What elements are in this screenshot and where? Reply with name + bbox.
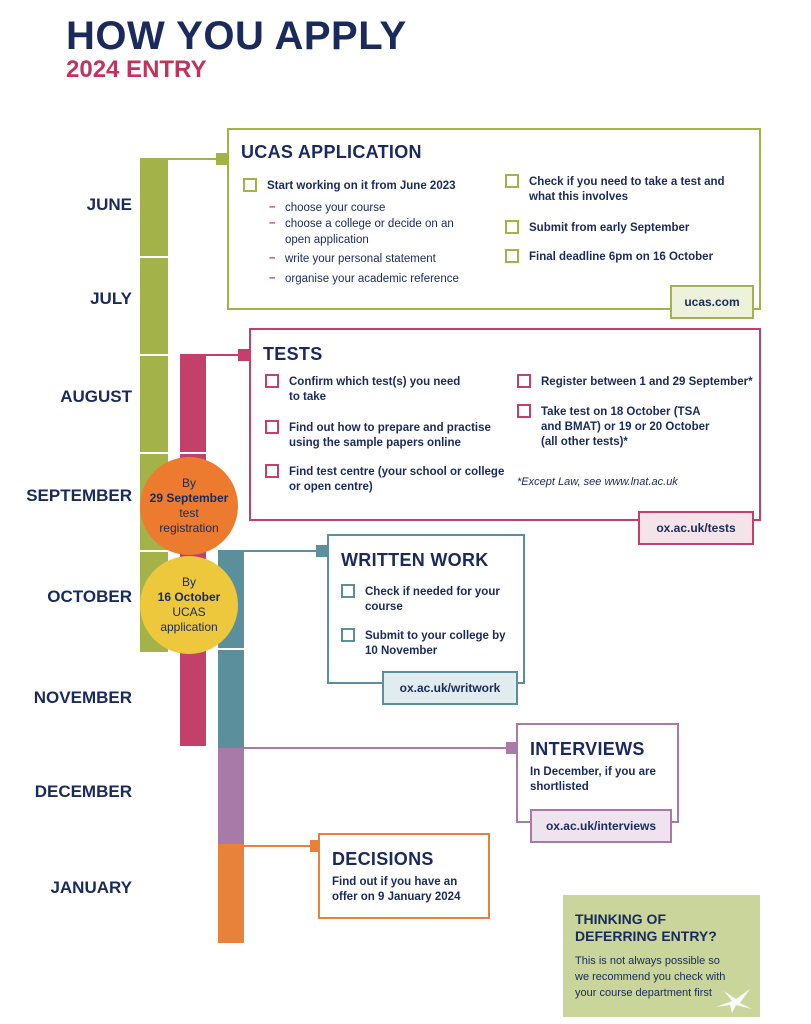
interviews-text <box>530 765 656 795</box>
written-work-link[interactable]: ox.ac.uk/writwork <box>382 671 518 705</box>
decisions-box-title: DECISIONS <box>332 849 434 869</box>
month-label-november: NOVEMBER <box>33 688 132 707</box>
item-bold: September <box>629 222 690 234</box>
item-line: Find out how to prepare and practise <box>289 422 491 434</box>
item-line: Check if needed for your <box>365 586 500 598</box>
checkbox-icon <box>517 374 531 388</box>
interviews-box-title: INTERVIEWS <box>530 739 645 759</box>
tests-left-item <box>289 375 460 405</box>
dash-bullet: – <box>269 201 276 213</box>
ucas-connector <box>168 158 220 160</box>
ucas-start-item <box>267 179 456 194</box>
item-line: offer on 9 January 2024 <box>332 891 461 903</box>
month-label-july: JULY <box>90 289 132 308</box>
checkbox-icon <box>505 249 519 263</box>
tick <box>140 256 168 258</box>
tests-note: *Except Law, see www.lnat.ac.uk <box>517 476 678 488</box>
deferring-entry-callout <box>563 895 760 1017</box>
month-label-september: SEPTEMBER <box>26 486 132 505</box>
ucas-right-item <box>529 175 725 205</box>
interviews-timeline-bar <box>218 748 244 844</box>
tests-box-title: TESTS <box>263 344 323 364</box>
ucas-deadline-circle <box>140 556 238 654</box>
ucas-subitem: choose a college or decide on an <box>285 218 454 230</box>
tests-left-item <box>289 465 504 495</box>
circle-text: registration <box>159 521 219 535</box>
ucas-start-prefix: Start working on it from <box>267 180 400 192</box>
checkbox-icon <box>341 628 355 642</box>
item-line: Take test on 18 October (TSA <box>541 406 701 418</box>
item-line: Submit to your college by <box>365 630 506 642</box>
item-line: or open centre) <box>289 481 373 493</box>
ucas-right-item: Final deadline 6pm on 16 October <box>529 251 714 263</box>
item-line: 10 November <box>365 645 438 657</box>
dash-bullet: – <box>269 272 276 284</box>
checkbox-icon <box>265 420 279 434</box>
item-line: course <box>365 601 403 613</box>
checkbox-icon <box>265 374 279 388</box>
month-label-october: OCTOBER <box>47 587 132 606</box>
ucas-start-date: June 2023 <box>399 180 456 192</box>
tick <box>140 452 168 454</box>
ucas-subitem: choose your course <box>285 202 386 214</box>
checkbox-icon <box>505 220 519 234</box>
ucas-subitem: open application <box>285 234 369 246</box>
ucas-application-box <box>227 128 761 310</box>
checkbox-icon <box>265 464 279 478</box>
circle-date: 29 September <box>149 491 229 505</box>
tests-box <box>249 328 761 521</box>
item-line: using the sample papers online <box>289 437 461 449</box>
month-label-august: AUGUST <box>60 387 132 406</box>
defer-title <box>575 911 755 945</box>
item-line: Check if you need to take a test and <box>529 176 725 188</box>
written-box-title: WRITTEN WORK <box>341 550 489 570</box>
written-connector <box>218 550 320 552</box>
item-line: Submit from early <box>529 222 630 234</box>
decisions-timeline-bar <box>218 844 244 943</box>
dash-bullet: – <box>269 217 276 229</box>
dash-bullet: – <box>269 252 276 264</box>
interviews-connector <box>244 747 510 749</box>
checkbox-icon <box>243 178 257 192</box>
item-line: to take <box>289 391 327 403</box>
written-item <box>365 629 506 659</box>
interviews-link[interactable]: ox.ac.uk/interviews <box>530 809 672 843</box>
item-line: Confirm which test(s) you need <box>289 376 461 388</box>
circle-text: By <box>181 476 196 490</box>
ucas-right-item <box>529 221 689 236</box>
circle-text: test <box>179 506 199 520</box>
ucas-subitem: organise your academic reference <box>285 273 459 285</box>
defer-title-line: DEFERRING ENTRY? <box>575 928 717 944</box>
circle-text: application <box>160 620 218 634</box>
circle-text: By <box>181 575 196 589</box>
ucas-subitem: write your personal statement <box>285 253 436 265</box>
decisions-connector <box>244 845 316 847</box>
item-line: Find out if you have an <box>332 876 458 888</box>
test-registration-deadline-circle <box>140 457 238 555</box>
item-line: what this involves <box>529 191 629 203</box>
item-line: and BMAT) or 19 or 20 October <box>541 421 710 433</box>
written-work-box <box>327 534 525 684</box>
page-subtitle: 2024 ENTRY <box>66 56 207 83</box>
item-line: (all other tests)* <box>541 436 628 448</box>
tests-connector <box>180 354 242 356</box>
written-item <box>365 585 500 615</box>
item-line: Find test centre (your school or college <box>289 466 505 478</box>
tests-left-item <box>289 421 491 451</box>
tick <box>140 550 168 552</box>
tick <box>180 452 206 454</box>
item-line: In December, if you are <box>530 766 656 778</box>
item-line: shortlisted <box>530 781 589 793</box>
checkbox-icon <box>505 174 519 188</box>
tests-link[interactable]: ox.ac.uk/tests <box>638 511 754 545</box>
ucas-box-title: UCAS APPLICATION <box>241 142 422 162</box>
defer-line: This is not always possible so <box>575 955 720 967</box>
defer-line: your course department first <box>575 987 712 999</box>
checkbox-icon <box>341 584 355 598</box>
page-title: HOW YOU APPLY <box>66 14 407 58</box>
circle-date: 16 October <box>157 590 221 604</box>
decorative-star-icon <box>714 987 754 1013</box>
defer-title-line: THINKING OF <box>575 911 666 927</box>
ucas-link[interactable]: ucas.com <box>670 285 754 319</box>
tests-right-item <box>541 405 709 450</box>
defer-line: we recommend you check with <box>575 971 726 983</box>
interviews-box <box>516 723 679 823</box>
decisions-text <box>332 875 460 905</box>
decisions-box <box>318 833 490 919</box>
month-label-june: JUNE <box>86 195 132 214</box>
tests-right-item: Register between 1 and 29 September* <box>541 376 753 388</box>
circle-text: UCAS <box>172 605 206 619</box>
tick <box>218 648 244 650</box>
tick <box>140 354 168 356</box>
month-label-december: DECEMBER <box>34 782 132 801</box>
checkbox-icon <box>517 404 531 418</box>
month-label-january: JANUARY <box>50 878 132 897</box>
